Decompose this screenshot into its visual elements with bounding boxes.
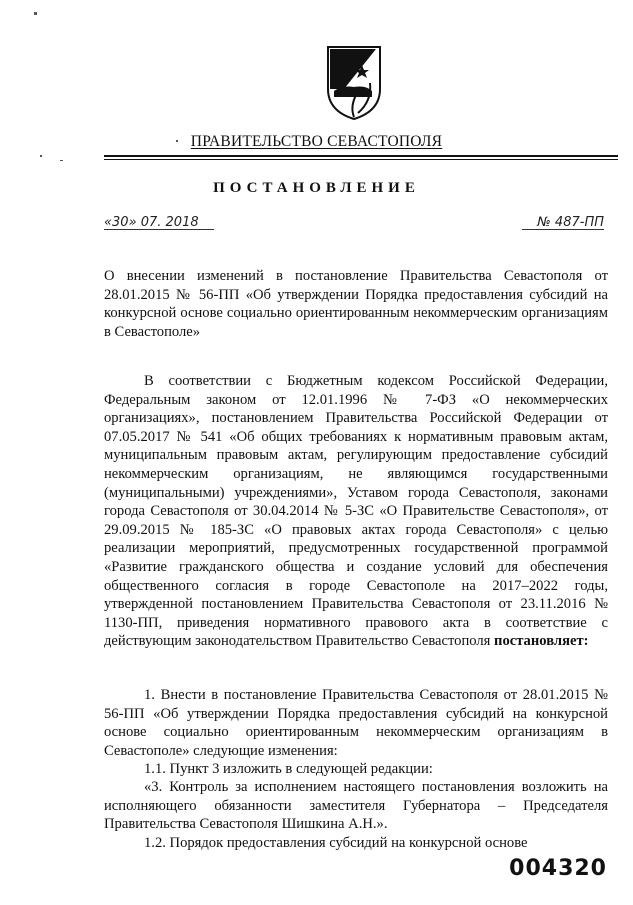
header-rule-thin <box>104 159 618 160</box>
scan-speck <box>176 140 178 142</box>
item-1: 1. Внести в постановление Правительства Севастополя от 28.01.2015 № 56-ПП «Об утверждении Порядка предоставления субсидий на конкурсной основе социально ориентированным некоммерческим организациям в Севастополе» следующие изменения: <box>104 687 608 759</box>
number-field <box>522 213 604 230</box>
scan-speck <box>40 155 42 157</box>
item-1-2: 1.2. Порядок предоставления субсидий на конкурсной основе <box>144 835 528 851</box>
coat-of-arms-icon <box>326 45 382 121</box>
preamble <box>104 372 608 651</box>
item-1-1-text: «3. Контроль за исполнением настоящего постановления возложить на исполняющего обязанности заместителя Губернатора – Председателя Правительства Севастополя Шишкина А.Н.». <box>104 779 608 833</box>
number-text: № 487-ПП <box>537 215 604 230</box>
resolves-label: постановляет: <box>494 633 589 650</box>
scan-speck <box>34 12 37 15</box>
document-subject: О внесении изменений в постановление Правительства Севастополя от 28.01.2015 № 56-ПП «Об утверждении Порядка предоставления субсидий на конкурсной основе социально ориентированным некоммерческим организациям в Севастополе» <box>104 268 608 340</box>
date-text: «30» 07. 2018 <box>104 215 199 230</box>
document-type: ПОСТАНОВЛЕНИЕ <box>213 180 420 196</box>
date-field <box>104 213 214 230</box>
registration-stamp: 004320 <box>509 856 607 881</box>
item-1-1: 1.1. Пункт 3 изложить в следующей редакции: <box>144 761 433 777</box>
government-title: ПРАВИТЕЛЬСТВО СЕВАСТОПОЛЯ <box>190 133 443 150</box>
preamble-text: В соответствии с Бюджетным кодексом Российской Федерации, Федеральным законом от 12.01.1996 № 7-ФЗ «О некоммерческих организациях», постановлением Правительства Российской Федерации от 07.05.2017 № 541 «Об общих требованиях к нормативным правовым актам, муниципальным правовым актам, регулирующим предоставление субсидий некоммерческим организациям, не являющимся государственными (муниципальными) учреждениями», Уставом города Севастополя, законами города Севастополя от 30.04.2014 № 5-ЗС «О Правительстве Севастополя», от 29.09.2015 № 185-ЗС «О правовых актах города Севастополя» с целью реализации мероприятий, предусмотренных государственной программой «Развитие гражданского общества и создание условий для обеспечения общественного согласия в городе Севастополе на 2017–2022 годы, утвержденной постановлением Правительства Севастополя от 23.11.2016 № 1130-ПП, приведения нормативного правового акта в соответствие с действующим законодательством Правительство Севастополя <box>104 373 608 650</box>
header-rule <box>104 155 618 157</box>
scan-speck <box>60 160 63 161</box>
